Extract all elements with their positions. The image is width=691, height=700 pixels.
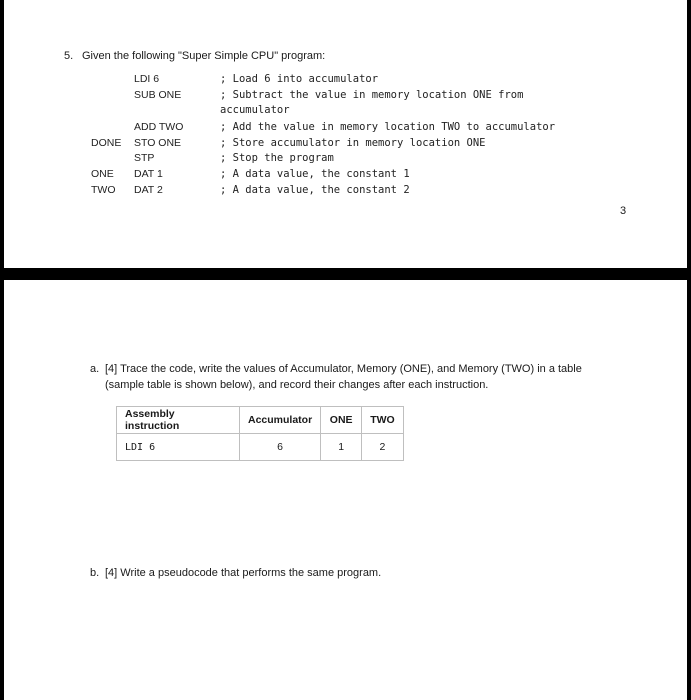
bottom-page xyxy=(4,280,687,700)
program-instruction: DAT 1 xyxy=(134,168,163,180)
question-text: Given the following "Super Simple CPU" program: xyxy=(82,50,326,62)
program-instruction: LDI 6 xyxy=(134,73,160,85)
part-a-line-1: [4] Trace the code, write the values of Accumulator, Memory (ONE), and Memory (TWO) in a table xyxy=(105,363,582,375)
program-instruction: DAT 2 xyxy=(134,184,163,196)
table-header: TWO xyxy=(362,407,404,434)
program-comment: ; Stop the program xyxy=(220,152,334,164)
part-b-marker: b. xyxy=(90,567,100,579)
program-comment: ; A data value, the constant 1 xyxy=(220,168,410,180)
program-comment: ; Add the value in memory location TWO to accumulator xyxy=(220,121,556,133)
program-comment: ; Subtract the value in memory location ONE from xyxy=(220,89,524,101)
program-comment-continued: accumulator xyxy=(220,104,290,116)
program-instruction: STP xyxy=(134,152,155,164)
program-label: ONE xyxy=(91,168,114,180)
page-number: 3 xyxy=(620,205,627,217)
part-b-text: [4] Write a pseudocode that performs the same program. xyxy=(105,567,382,579)
trace-table xyxy=(116,406,404,461)
table-cell: 6 xyxy=(240,434,321,461)
program-comment: ; Load 6 into accumulator xyxy=(220,73,379,85)
table-header: Assembly instruction xyxy=(117,407,240,434)
program-instruction: ADD TWO xyxy=(134,121,184,133)
program-comment: ; Store accumulator in memory location ONE xyxy=(220,137,486,149)
table-header: Accumulator xyxy=(240,407,321,434)
table-header-row xyxy=(117,407,404,434)
question-number: 5. xyxy=(64,50,74,62)
program-label: TWO xyxy=(91,184,116,196)
table-header: ONE xyxy=(321,407,362,434)
table-cell: 1 xyxy=(321,434,362,461)
table-row xyxy=(117,434,404,461)
top-page xyxy=(4,0,687,268)
program-comment: ; A data value, the constant 2 xyxy=(220,184,410,196)
part-a-line-2: (sample table is shown below), and record their changes after each instruction. xyxy=(105,379,489,391)
program-label: DONE xyxy=(91,137,122,149)
program-instruction: STO ONE xyxy=(134,137,182,149)
part-a-marker: a. xyxy=(90,363,100,375)
table-cell: LDI 6 xyxy=(117,434,240,461)
program-instruction: SUB ONE xyxy=(134,89,182,101)
table-cell: 2 xyxy=(362,434,404,461)
